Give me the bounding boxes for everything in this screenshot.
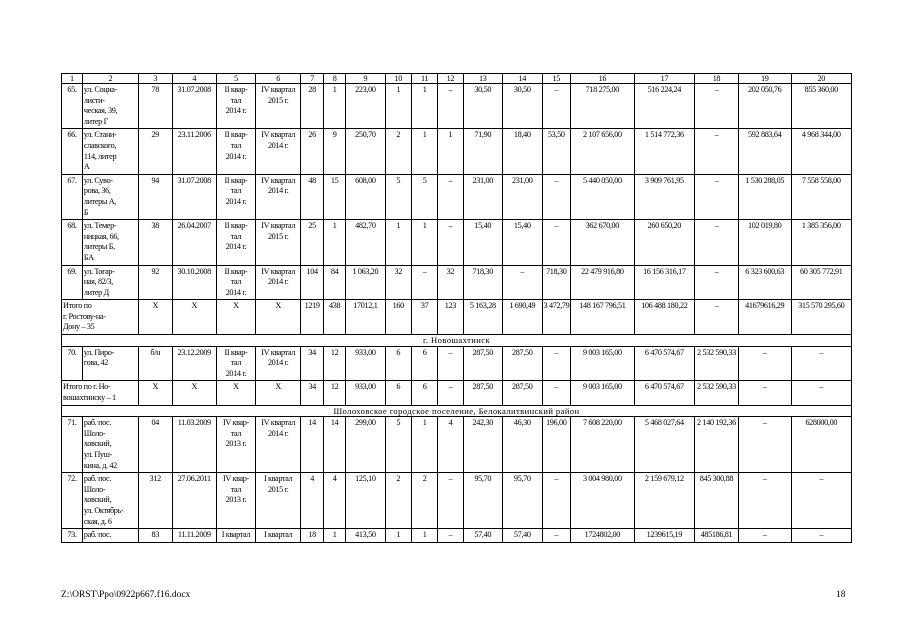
table-cell: 1 — [411, 220, 437, 265]
table-cell: 1724802,00 — [571, 529, 635, 543]
row-number-cell: 72. — [62, 473, 83, 529]
column-number-cell: 7 — [301, 74, 324, 84]
table-cell: 12 — [324, 346, 346, 381]
table-cell: 26.04.2007 — [172, 220, 216, 265]
table-cell: 18 — [301, 529, 324, 543]
address-cell: раб. пос. Шоло- ховский, ул. Пуш- кина, д. 42 — [82, 417, 138, 473]
table-cell: 933,00 — [346, 346, 386, 381]
column-number-cell: 2 — [82, 74, 138, 84]
column-number-cell: 15 — [542, 74, 571, 84]
table-cell: 482,70 — [346, 220, 386, 265]
table-cell: – — [738, 346, 791, 381]
table-cell: 202 050,76 — [738, 84, 791, 129]
table-cell: – — [542, 529, 571, 543]
table-cell: 94 — [138, 174, 172, 219]
table-cell: 1 — [411, 529, 437, 543]
table-cell: 2 — [385, 129, 411, 174]
table-cell: – — [542, 381, 571, 405]
table-cell: 299,00 — [346, 417, 386, 473]
table-row — [62, 346, 852, 381]
table-cell: – — [542, 174, 571, 219]
table-cell: IV квар- тал 2013 г. — [216, 473, 256, 529]
total-row — [62, 381, 852, 405]
table-cell: 4 — [301, 473, 324, 529]
table-row — [62, 129, 852, 174]
table-cell: 845 300,88 — [695, 473, 739, 529]
table-cell: 57,40 — [503, 529, 543, 543]
page-number: 18 — [836, 590, 846, 600]
table-cell: I квартал — [256, 529, 301, 543]
row-number-cell: 67. — [62, 174, 83, 219]
table-row — [62, 174, 852, 219]
table-cell: б/н — [138, 346, 172, 381]
table-cell: 83 — [138, 529, 172, 543]
table-cell: 92 — [138, 265, 172, 300]
table-cell: 25 — [301, 220, 324, 265]
table-cell: Х — [216, 381, 256, 405]
table-cell: 38 — [138, 220, 172, 265]
section-heading: г. Новошахтинск — [62, 335, 852, 347]
table-cell: – — [411, 265, 437, 300]
table-cell: 1219 — [301, 300, 324, 335]
table-cell: 41679616,29 — [738, 300, 791, 335]
table-cell: 1 385 356,00 — [791, 220, 851, 265]
column-number-cell: 20 — [791, 74, 851, 84]
section-heading-row — [62, 405, 852, 417]
table-cell: 7 558 558,00 — [791, 174, 851, 219]
table-cell: 5 — [385, 174, 411, 219]
column-number-cell: 9 — [346, 74, 386, 84]
table-cell: 30,50 — [463, 84, 503, 129]
table-cell: – — [542, 84, 571, 129]
column-number-cell: 10 — [385, 74, 411, 84]
table-cell: 196,00 — [542, 417, 571, 473]
table-cell: 29 — [138, 129, 172, 174]
section-heading-row — [62, 335, 852, 347]
table-cell: 287,50 — [503, 381, 543, 405]
table-cell: 46,30 — [503, 417, 543, 473]
table-cell: Х — [138, 300, 172, 335]
table-cell: 242,30 — [463, 417, 503, 473]
table-cell: 106 488 180,22 — [634, 300, 694, 335]
table-row — [62, 84, 852, 129]
table-cell: 37 — [411, 300, 437, 335]
table-cell: – — [542, 473, 571, 529]
column-number-cell: 19 — [738, 74, 791, 84]
table-cell: 78 — [138, 84, 172, 129]
table-cell: IV квартал 2015 г. — [256, 220, 301, 265]
table-cell: 1 063,20 — [346, 265, 386, 300]
table-cell: 2 159 679,12 — [634, 473, 694, 529]
column-number-cell: 4 — [172, 74, 216, 84]
table-cell: Х — [172, 381, 216, 405]
table-cell: – — [695, 174, 739, 219]
table-cell: 14 — [324, 417, 346, 473]
table-cell: 1 514 772,36 — [634, 129, 694, 174]
table-cell: 14 — [301, 417, 324, 473]
table-cell: – — [791, 473, 851, 529]
table-cell: 312 — [138, 473, 172, 529]
table-cell: 1239615,19 — [634, 529, 694, 543]
table-cell: 123 — [438, 300, 463, 335]
table-cell: – — [438, 84, 463, 129]
column-number-cell: 12 — [438, 74, 463, 84]
table-cell: – — [695, 129, 739, 174]
address-cell: ул. Социа- листи- ческая, 39, литер Г — [82, 84, 138, 129]
table-row — [62, 417, 852, 473]
table-cell: 17012,1 — [346, 300, 386, 335]
table-cell: 31.07.2008 — [172, 84, 216, 129]
table-cell: 4 — [438, 417, 463, 473]
table-cell: IV квартал 2014 г. — [256, 129, 301, 174]
data-table — [61, 73, 852, 543]
table-cell: I квартал 2015 г. — [256, 473, 301, 529]
total-label-cell: Итого по г. Но- вошахтинску – 1 — [62, 381, 139, 405]
table-cell: 438 — [324, 300, 346, 335]
table-cell: 22 479 916,80 — [571, 265, 635, 300]
table-cell: 1 — [411, 417, 437, 473]
table-cell: Х — [172, 300, 216, 335]
table-cell: 6 470 574,67 — [634, 346, 694, 381]
column-number-cell: 3 — [138, 74, 172, 84]
table-cell: – — [695, 300, 739, 335]
table-cell: 3 472,79 — [542, 300, 571, 335]
table-cell: 4 — [324, 473, 346, 529]
table-cell: 18,40 — [503, 129, 543, 174]
table-cell: 6 — [411, 381, 437, 405]
table-cell: 718,30 — [542, 265, 571, 300]
table-cell: 362 670,00 — [571, 220, 635, 265]
table-cell: IV квартал 2014 г. — [256, 346, 301, 381]
table-cell: 12 — [324, 381, 346, 405]
table-cell: 1 — [385, 220, 411, 265]
table-cell: 23.12.2009 — [172, 346, 216, 381]
table-cell: 16 156 316,17 — [634, 265, 694, 300]
table-cell: 1 — [324, 529, 346, 543]
table-cell: – — [791, 529, 851, 543]
table-cell: 27.06.2011 — [172, 473, 216, 529]
table-cell: IV квар- тал 2013 г. — [216, 417, 256, 473]
column-number-cell: 1 — [62, 74, 83, 84]
table-row — [62, 220, 852, 265]
table-cell: 5 163,28 — [463, 300, 503, 335]
row-number-cell: 66. — [62, 129, 83, 174]
table-cell: 48 — [301, 174, 324, 219]
column-number-cell: 11 — [411, 74, 437, 84]
table-cell: – — [438, 346, 463, 381]
table-cell: IV квартал 2015 г. — [256, 84, 301, 129]
table-row — [62, 473, 852, 529]
table-cell: 3 004 980,00 — [571, 473, 635, 529]
table-cell: 95,70 — [503, 473, 543, 529]
table-cell: 1 — [324, 220, 346, 265]
table-cell: 7 608 220,00 — [571, 417, 635, 473]
table-cell: 6 — [385, 346, 411, 381]
table-cell: 5 — [411, 174, 437, 219]
table-cell: 718 275,00 — [571, 84, 635, 129]
row-number-cell: 70. — [62, 346, 83, 381]
table-cell: – — [438, 174, 463, 219]
table-cell: IV квартал 2014 г. — [256, 265, 301, 300]
table-cell: 9 003 165,00 — [571, 381, 635, 405]
table-cell: 34 — [301, 346, 324, 381]
row-number-cell: 73. — [62, 529, 83, 543]
table-cell: 15 — [324, 174, 346, 219]
table-cell: II квар- тал 2014 г. — [216, 265, 256, 300]
table-cell: 3 909 761,95 — [634, 174, 694, 219]
table-cell: 933,00 — [346, 381, 386, 405]
table-cell: – — [438, 381, 463, 405]
table-cell: I квартал — [216, 529, 256, 543]
table-cell: 26 — [301, 129, 324, 174]
address-cell: ул. Пиро- гова, 42 — [82, 346, 138, 381]
table-cell: 31.07.2008 — [172, 174, 216, 219]
table-cell: 04 — [138, 417, 172, 473]
table-cell: IV квартал 2014 г. — [256, 174, 301, 219]
total-row — [62, 300, 852, 335]
address-cell: раб. пос. — [82, 529, 138, 543]
table-cell: II квар- тал 2014 г. — [216, 346, 256, 381]
section-heading: Шолоховское городское поселение, Белокалитвинский район — [62, 405, 852, 417]
table-cell: 53,50 — [542, 129, 571, 174]
column-number-cell: 6 — [256, 74, 301, 84]
table-cell: – — [791, 381, 851, 405]
table-cell: 15,40 — [503, 220, 543, 265]
table-cell: 60 305 772,91 — [791, 265, 851, 300]
table-cell: 2 — [411, 473, 437, 529]
table-cell: 287,50 — [463, 381, 503, 405]
table-cell: 125,10 — [346, 473, 386, 529]
table-cell: 1 — [385, 84, 411, 129]
table-cell: Х — [256, 381, 301, 405]
column-number-cell: 17 — [634, 74, 694, 84]
row-number-cell: 65. — [62, 84, 83, 129]
table-cell: II квар- тал 2014 г. — [216, 84, 256, 129]
table-row — [62, 265, 852, 300]
table-cell: 4 968 344,00 — [791, 129, 851, 174]
table-cell: 287,50 — [503, 346, 543, 381]
table-cell: 1 — [324, 84, 346, 129]
table-cell: 592 883,64 — [738, 129, 791, 174]
table-cell: 11.03.2009 — [172, 417, 216, 473]
table-cell: 5 468 027,64 — [634, 417, 694, 473]
table-cell: 413,50 — [346, 529, 386, 543]
table-cell: Х — [138, 381, 172, 405]
table-cell: 11.11.2009 — [172, 529, 216, 543]
table-cell: 2 140 192,36 — [695, 417, 739, 473]
table-cell: 1 690,49 — [503, 300, 543, 335]
table-cell: – — [738, 417, 791, 473]
table-cell: – — [542, 346, 571, 381]
table-cell: 315 570 295,60 — [791, 300, 851, 335]
table-cell: 5 — [385, 417, 411, 473]
table-cell: – — [438, 220, 463, 265]
table-cell: 9 003 165,00 — [571, 346, 635, 381]
table-cell: 855 360,00 — [791, 84, 851, 129]
table-cell: 6 470 574,67 — [634, 381, 694, 405]
row-number-cell: 69. — [62, 265, 83, 300]
table-cell: II квар- тал 2014 г. — [216, 174, 256, 219]
address-cell: ул. Темер- ницкая, 66, литеры Б, БА — [82, 220, 138, 265]
table-cell: 718,30 — [463, 265, 503, 300]
row-number-cell: 71. — [62, 417, 83, 473]
table-cell: 250,70 — [346, 129, 386, 174]
table-cell: 57,40 — [463, 529, 503, 543]
file-path: Z:\ORST\Ppo\0922p667.f16.docx — [61, 590, 191, 600]
table-cell: – — [438, 529, 463, 543]
table-cell: 6 — [411, 346, 437, 381]
table-cell: 28 — [301, 84, 324, 129]
total-label-cell: Итого по г. Ростову-на- Дону – 35 — [62, 300, 139, 335]
table-cell: 516 224,24 — [634, 84, 694, 129]
table-cell: – — [738, 529, 791, 543]
table-cell: II квар- тал 2014 г. — [216, 129, 256, 174]
table-cell: 32 — [438, 265, 463, 300]
table-cell: 104 — [301, 265, 324, 300]
table-cell: 1 — [411, 84, 437, 129]
table-cell: 485186,81 — [695, 529, 739, 543]
table-cell: 2 — [385, 473, 411, 529]
table-cell: – — [738, 381, 791, 405]
table-cell: 231,00 — [503, 174, 543, 219]
table-cell: 231,00 — [463, 174, 503, 219]
table-cell: 148 167 796,51 — [571, 300, 635, 335]
table-cell: 30.10.2008 — [172, 265, 216, 300]
address-cell: ул. Тоғар- ная, 82/3, литер Д — [82, 265, 138, 300]
table-cell: – — [738, 473, 791, 529]
table-cell: – — [438, 473, 463, 529]
table-cell: 1 — [411, 129, 437, 174]
address-cell: раб. пос. Шоло- ховский, ул. Октябрь- ская, д. 6 — [82, 473, 138, 529]
table-row — [62, 529, 852, 543]
table-body — [62, 74, 852, 543]
table-cell: 287,50 — [463, 346, 503, 381]
table-cell: – — [695, 220, 739, 265]
column-number-cell: 18 — [695, 74, 739, 84]
table-cell: 71,90 — [463, 129, 503, 174]
row-number-cell: 68. — [62, 220, 83, 265]
table-cell: 9 — [324, 129, 346, 174]
table-cell: 84 — [324, 265, 346, 300]
column-number-cell: 5 — [216, 74, 256, 84]
column-number-cell: 13 — [463, 74, 503, 84]
table-cell: Х — [216, 300, 256, 335]
table-cell: 1 530 288,05 — [738, 174, 791, 219]
table-cell: 34 — [301, 381, 324, 405]
column-number-cell: 8 — [324, 74, 346, 84]
address-cell: ул. Суво- рова, 36, литеры А, Б — [82, 174, 138, 219]
column-number-cell: 16 — [571, 74, 635, 84]
table-cell: 628000,00 — [791, 417, 851, 473]
table-cell: 15,40 — [463, 220, 503, 265]
table-cell: Х — [256, 300, 301, 335]
table-cell: – — [542, 220, 571, 265]
table-cell: 95,70 — [463, 473, 503, 529]
table-cell: 5 440 050,00 — [571, 174, 635, 219]
table-cell: 6 — [385, 381, 411, 405]
table-cell: 223,00 — [346, 84, 386, 129]
address-cell: ул. Стани- славского, 114, литер А — [82, 129, 138, 174]
table-cell: IV квартал 2014 г. — [256, 417, 301, 473]
table-cell: 1 — [438, 129, 463, 174]
table-cell: 6 323 600,63 — [738, 265, 791, 300]
table-cell: 608,00 — [346, 174, 386, 219]
table-cell: – — [791, 346, 851, 381]
table-cell: 2 107 656,00 — [571, 129, 635, 174]
table-cell: 260 650,20 — [634, 220, 694, 265]
table-cell: 1 — [385, 529, 411, 543]
column-number-row — [62, 74, 852, 84]
table-cell: 160 — [385, 300, 411, 335]
table-cell: 2 532 590,33 — [695, 346, 739, 381]
table-cell: 2 532 590,33 — [695, 381, 739, 405]
table-cell: 30,50 — [503, 84, 543, 129]
table-cell: – — [695, 84, 739, 129]
table-cell: – — [503, 265, 543, 300]
table-cell: – — [695, 265, 739, 300]
table-cell: 32 — [385, 265, 411, 300]
table-cell: 23.11.2006 — [172, 129, 216, 174]
table-cell: II квар- тал 2014 г. — [216, 220, 256, 265]
table-cell: 102 019,80 — [738, 220, 791, 265]
column-number-cell: 14 — [503, 74, 543, 84]
